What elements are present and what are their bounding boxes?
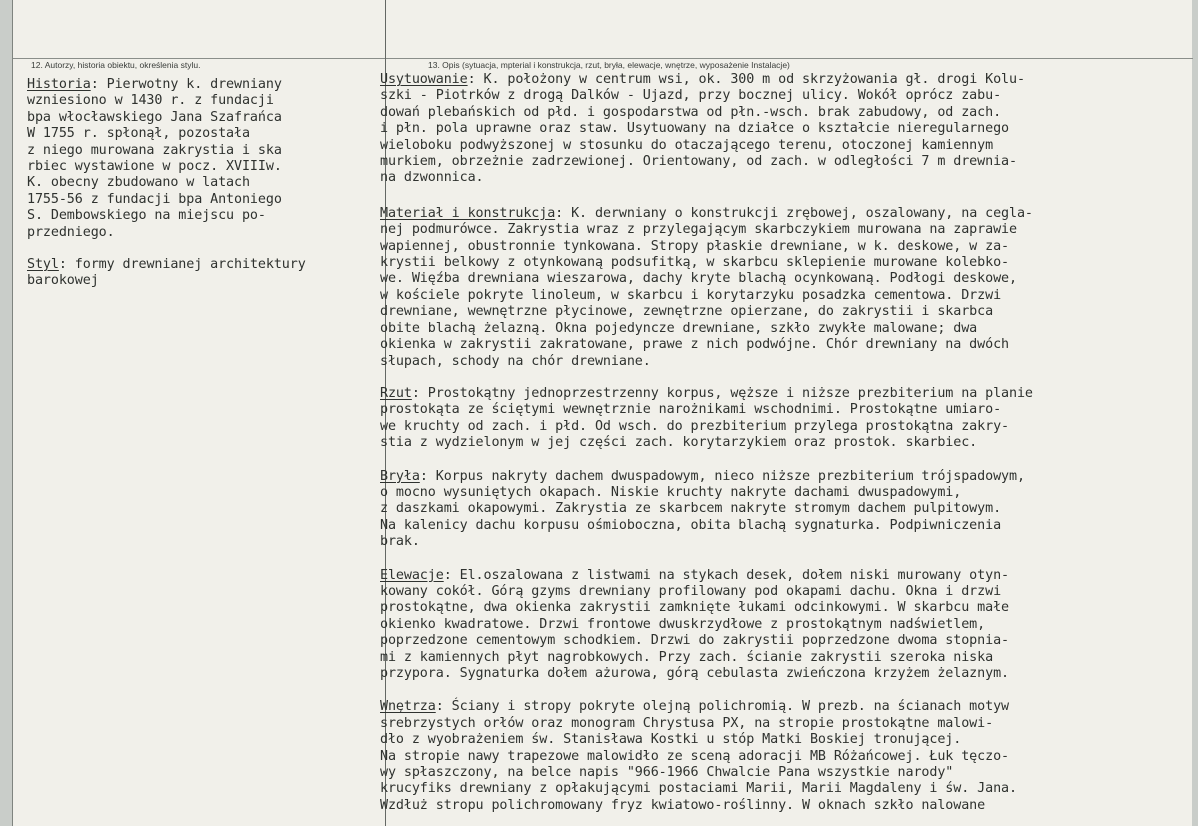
section-line: Na stropie nawy trapezowe malowidło ze sceną adoracji MB Różańcowej. Łuk tęczo- — [380, 748, 1009, 764]
section-line: z niego murowana zakrystia i ska — [27, 142, 282, 158]
section-line: z daszkami okapowymi. Zakrystia ze skarbcem nakryte stromym dachem pulpitowym. — [380, 501, 1002, 517]
section-line: : El.oszalowana z listwami na stykach desek, dołem niski murowany otyn- — [443, 567, 1009, 583]
section-line: 1755-56 z fundacji bpa Antoniego — [27, 191, 282, 207]
section-line: w kościele pokryte linoleum, w skarbcu i korytarzyku posadzka cementowa. Drzwi — [380, 287, 1002, 303]
section-line: we kruchty od zach. i płd. Od wsch. do prezbiterium przylega prostokątna zakry- — [380, 418, 1009, 434]
section-bryla — [380, 469, 1198, 551]
section-historia — [27, 77, 377, 241]
section-line: nej podmurówce. Zakrystia wraz z przylegającym skarbczykiem murowana na zaprawie — [380, 222, 1017, 238]
section-usytuowanie — [380, 72, 1198, 187]
section-line: : Pierwotny k. drewniany — [90, 77, 282, 92]
header-divider — [13, 58, 1193, 59]
section-line: na dzwonnica. — [380, 170, 484, 186]
right-column-header: 13. Opis (sytuacja, mpterial i konstrukcja, rzut, bryła, elewacje, wnętrze, wyposażenie Instalacje) — [428, 60, 790, 70]
section-line: poprzedzone cementowym schodkiem. Drzwi do zakrystii poprzedzone dwoma stopnia- — [380, 633, 1009, 649]
section-line: barokowej — [27, 273, 99, 289]
section-line: wieloboku podwyższonej w stosunku do otaczającego terenu, otoczonej kamiennym — [380, 137, 994, 153]
section-line: okienka w zakrystii zakratowane, prawe z nich podwójne. Chór drewniany na dwóch — [380, 337, 1009, 353]
section-line: murkiem, obrzeżnie zadrzewionej. Orientowany, od zach. w odległości 7 m drewnia- — [380, 154, 1017, 170]
section-line: i płn. pola uprawne oraz staw. Usytuowany na działce o kształcie nieregularnego — [380, 121, 1009, 137]
section-line: kowany cokół. Górą gzyms drewniany profilowany pod okapami dachu. Okna i drzwi — [380, 583, 1002, 599]
section-line: : Ściany i stropy pokryte olejną polichromią. W prezb. na ścianach motyw — [435, 699, 1009, 715]
section-line: brak. — [380, 534, 420, 550]
section-line: drewniane, wewnętrzne płycinowe, zewnętrzne opierzane, do zakrystii i skarbca — [380, 304, 994, 320]
section-line: Na kalenicy dachu korpusu ośmioboczna, obita blachą sygnaturka. Podpiwniczenia — [380, 517, 1002, 533]
section-line: przypora. Sygnaturka dołem ażurowa, górą cebulasta zwieńczona krzyżem żelaznym. — [380, 666, 1009, 681]
section-line: srebrzystych orłów oraz monogram Chrystusa PX, na stropie prostokątne malowi- — [380, 715, 994, 731]
section-heading: Styl — [27, 257, 59, 273]
section-line: wy spłaszczony, na belce napis "966-1966 Chwalcie Pana wszystkie narody" — [380, 765, 954, 781]
section-line: wzniesiono w 1430 r. z fundacji — [27, 93, 274, 109]
section-line: okienko kwadratowe. Drzwi frontowe dwuskrzydłowe z prostokątnym nadświetlem, — [380, 616, 986, 632]
section-heading: Bryła — [380, 468, 420, 484]
section-line: : formy drewnianej architektury — [58, 257, 306, 273]
section-line: bpa włocławskiego Jana Szafrańca — [27, 109, 282, 125]
section-line: mi z kamiennych płyt nagrobkowych. Przy zach. ścianie zakrystii szeroka niska — [380, 649, 994, 665]
section-rzut — [380, 386, 1198, 452]
section-line: wapiennej, obustronnie tynkowana. Stropy płaskie drewniane, w k. deskowe, w za- — [380, 238, 1009, 254]
section-material — [380, 206, 1198, 370]
section-wnetrza — [380, 699, 1198, 814]
section-line: K. obecny zbudowano w latach — [27, 175, 250, 191]
section-line: o mocno wysuniętych okapach. Niskie kruchty nakryte dachami dwuspadowymi, — [380, 484, 962, 500]
document-card — [12, 0, 1192, 826]
left-column — [27, 77, 377, 290]
section-line: dowań plebańskich od płd. i gospodarstwa od płn.-wsch. brak zabudowy, od zach. — [380, 104, 1002, 120]
section-line: prostokątne, dwa okienka zakrystii zamknięte łukami odcinkowymi. W skarbcu małe — [380, 600, 1009, 616]
section-elewacje — [380, 568, 1198, 683]
section-heading: Rzut — [380, 385, 412, 401]
section-line: krystii belkowy z otynkowaną podsufitką, w skarbcu sklepienie murowane kolebko- — [380, 255, 1009, 271]
section-line: rbiec wystawione w pocz. XVIIIw. — [27, 159, 282, 175]
section-line: Wzdłuż stropu polichromowany fryz kwiatowo-roślinny. W oknach szkło nalowane — [380, 797, 986, 813]
right-column — [380, 72, 1198, 814]
section-heading: Elewacje — [380, 567, 444, 583]
section-line: we. Więźba drewniana wieszarowa, dachy kryte blachą ocynkowaną. Podłogi deskowe, — [380, 271, 1017, 287]
section-line: szki - Piotrków z drogą Dalków - Ujazd, przy bocznej ulicy. Wokół oprócz zabu- — [380, 88, 1002, 104]
section-heading: Historia — [27, 77, 91, 92]
section-styl — [27, 257, 377, 290]
left-column-header: 12. Autorzy, historia obiektu, określenia stylu. — [31, 60, 201, 70]
section-line: prostokąta ze ściętymi wewnętrznie narożnikami wschodnimi. Prostokątne umiaro- — [380, 402, 1002, 418]
section-line: : Korpus nakryty dachem dwuspadowym, nieco niższe prezbiterium trójspadowym, — [419, 468, 1025, 484]
section-line: : K. położony w centrum wsi, ok. 300 m od skrzyżowania gł. drogi Kolu- — [467, 72, 1025, 87]
section-line: słupach, schody na chór drewniane. — [380, 353, 651, 369]
section-heading: Materiał i konstrukcja — [380, 205, 556, 221]
section-line: : K. derwniany o konstrukcji zrębowej, oszalowany, na cegla- — [555, 205, 1033, 221]
section-line: dło z wyobrażeniem św. Stanisława Kostki u stóp Matki Boskiej tronującej. — [380, 732, 962, 748]
section-line: W 1755 r. spłonął, pozostała — [27, 126, 250, 142]
section-line: obite blachą żelazną. Okna pojedyncze drewniane, szkło zwykłe malowane; dwa — [380, 320, 978, 336]
section-heading: Usytuowanie — [380, 72, 468, 87]
section-line: S. Dembowskiego na miejscu po- — [27, 208, 266, 224]
section-line: : Prostokątny jednoprzestrzenny korpus, węższe i niższe prezbiterium na planie — [411, 385, 1033, 401]
section-heading: Wnętrza — [380, 699, 436, 715]
section-line: krucyfiks drewniany z opłakującymi postaciami Marii, Marii Magdaleny i św. Jana. — [380, 781, 1017, 797]
section-line: przedniego. — [27, 224, 115, 240]
section-line: stia z wydzielonym w jej części zach. korytarzykiem oraz prostok. skarbiec. — [380, 435, 978, 451]
